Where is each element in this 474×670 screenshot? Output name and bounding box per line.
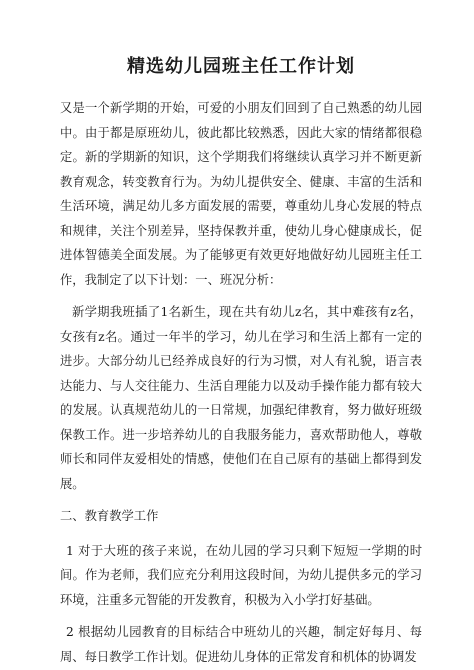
class-analysis-paragraph: 新学期我班插了1名新生，现在共有幼儿z名，其中难孩有z名，女孩有z名。通过一年半的学习，幼儿在学习和生活上都有一定的进步。大部分幼儿已经养成良好的行为习惯，对人有礼貌，语言表达能力、与人交往能力、生活自理能力以及动手操作能力都有较大的发展。认真规范幼儿的一日常规，加强纪律教育，努力做好班级保教工作。进一步培养幼儿的自我服务能力，喜欢帮助他人，尊敬师长和同伴友爱相处的情感，使他们在自己原有的基础上都得到发展。 bbox=[60, 305, 422, 491]
document-title: 精选幼儿园班主任工作计划 bbox=[127, 56, 355, 77]
list-item: 1 对于大班的孩子来说，在幼儿园的学习只剩下短短一学期的时间。作为老师，我们应充分利用这段时间，为幼儿提供多元的学习环境，注重多元智能的开发教育，积极为入小学打好基础。 bbox=[60, 543, 422, 607]
intro-paragraph: 又是一个新学期的开始，可爱的小朋友们回到了自己熟悉的幼儿园中。由于都是原班幼儿，彼此都比较熟悉，因此大家的情绪都很稳定。新的学期新的知识，这个学期我们将继续认真学习并不断更新教育观念，转变教育行为。为幼儿提供安全、健康、丰富的生活和生活环境，满足幼儿多方面发展的需要，尊重幼儿身心发展的特点和规律，关注个别差异，坚持保教并重，使幼儿身心健康成长，促进体智德美全面发展。为了能够更有效更好地做好幼儿园班主任工作，我制定了以下计划：一、班况分析： bbox=[60, 101, 422, 287]
list-item: 2 根据幼儿园教育的目标结合中班幼儿的兴趣，制定好每月、每周、每日教学工作计划。促进幼儿身体的正常发育和机体的协调发 bbox=[60, 625, 422, 664]
section-two-heading: 二、教育教学工作 bbox=[60, 509, 159, 523]
